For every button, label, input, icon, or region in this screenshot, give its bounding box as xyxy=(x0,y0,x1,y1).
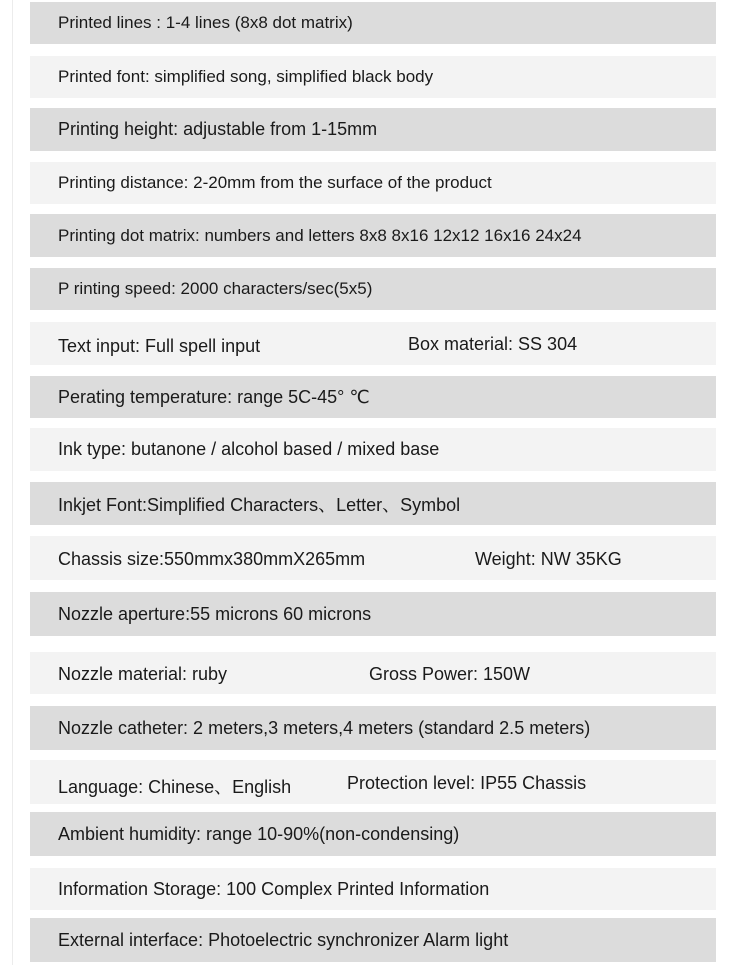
spec-row-information-storage xyxy=(30,868,716,910)
spec-row-ambient-humidity xyxy=(30,812,716,856)
spec-row-language xyxy=(30,760,716,804)
spec-text: Printing height: adjustable from 1-15mm xyxy=(58,119,378,139)
spec-row-text-input xyxy=(30,322,716,365)
spec-row-printing-speed xyxy=(30,268,716,310)
spec-text: Nozzle aperture:55 microns 60 microns xyxy=(58,603,372,624)
spec-text: Printed font: simplified song, simplified black body xyxy=(58,67,434,86)
spec-text: External interface: Photoelectric synchronizer Alarm light xyxy=(58,929,509,950)
spec-row-external-interface xyxy=(30,918,716,962)
spec-text-secondary: Gross Power: 150W xyxy=(369,664,531,684)
spec-text: Information Storage: 100 Complex Printed Information xyxy=(58,878,490,899)
spec-text: Ambient humidity: range 10-90%(non-condensing) xyxy=(58,823,460,844)
spec-text-secondary: Weight: NW 35KG xyxy=(475,549,622,569)
spec-text: Ink type: butanone / alcohol based / mixed base xyxy=(58,439,440,459)
spec-row-printed-lines xyxy=(30,2,716,44)
spec-row-printing-height xyxy=(30,108,716,151)
spec-text: Nozzle catheter: 2 meters,3 meters,4 meters (standard 2.5 meters) xyxy=(58,717,591,738)
spec-row-printed-font xyxy=(30,56,716,98)
spec-row-nozzle-aperture xyxy=(30,592,716,636)
spec-text: Nozzle material: ruby xyxy=(58,664,228,684)
spec-text: Inkjet Font:Simplified Characters、Letter、Symbol xyxy=(58,494,461,515)
spec-text: Chassis size:550mmx380mmX265mm xyxy=(58,549,366,569)
spec-text: Printing distance: 2-20mm from the surface of the product xyxy=(58,173,492,192)
spec-row-dot-matrix xyxy=(30,214,716,257)
spec-text-secondary: Box material: SS 304 xyxy=(408,334,578,354)
spec-row-chassis-size xyxy=(30,536,716,580)
spec-text: P rinting speed: 2000 characters/sec(5x5) xyxy=(58,279,373,298)
spec-row-ink-type xyxy=(30,428,716,471)
spec-text: Language: Chinese、English xyxy=(58,777,292,797)
spec-text: Printed lines : 1-4 lines (8x8 dot matrix) xyxy=(58,13,353,32)
spec-text: Text input: Full spell input xyxy=(58,336,261,356)
spec-row-temperature xyxy=(30,376,716,418)
spec-text: Perating temperature: range 5C-45° ℃ xyxy=(58,386,370,407)
spec-row-nozzle-catheter xyxy=(30,706,716,750)
spec-row-inkjet-font xyxy=(30,482,716,525)
spec-text-secondary: Protection level: IP55 Chassis xyxy=(347,773,587,793)
spec-row-printing-distance xyxy=(30,162,716,204)
spec-row-nozzle-material xyxy=(30,652,716,694)
spec-text: Printing dot matrix: numbers and letters 8x8 8x16 12x12 16x16 24x24 xyxy=(58,225,582,245)
left-border-line xyxy=(12,0,13,965)
